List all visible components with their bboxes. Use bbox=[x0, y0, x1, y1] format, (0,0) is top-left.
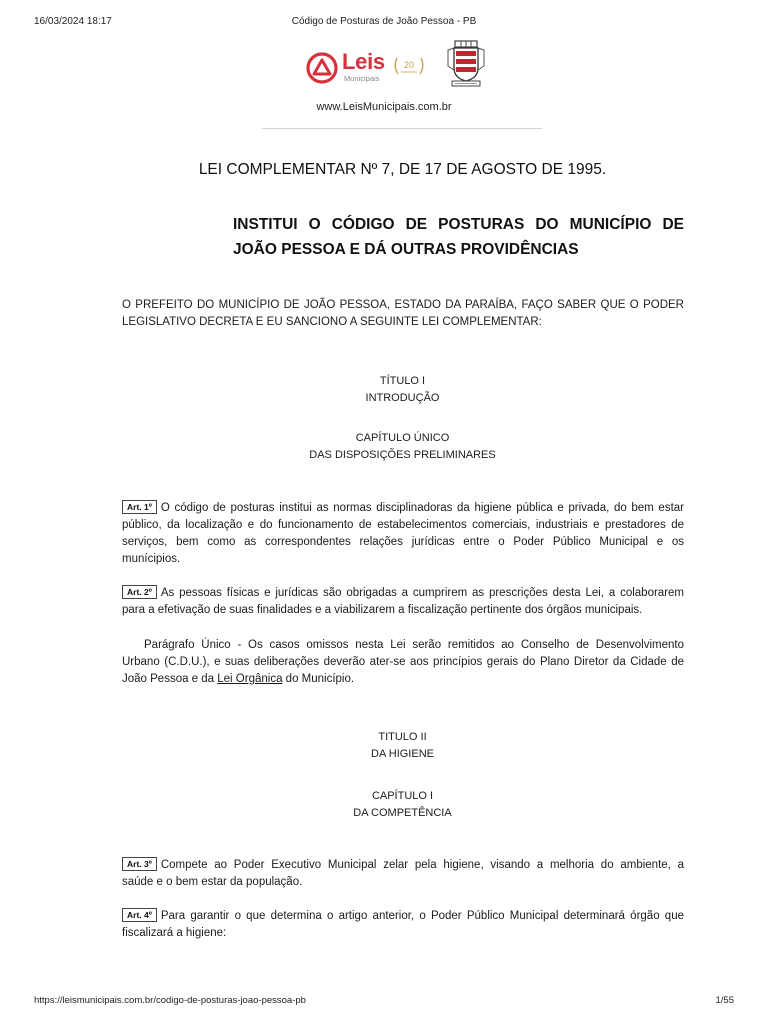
article-3 bbox=[122, 857, 684, 891]
brand-subtitle: Municipais bbox=[344, 74, 380, 83]
titulo-ii-heading bbox=[0, 729, 768, 763]
article-4 bbox=[122, 908, 684, 942]
article-2 bbox=[122, 585, 684, 619]
article-1 bbox=[122, 500, 684, 568]
article-text: fiscalizará a higiene: bbox=[122, 927, 227, 939]
paragraph-text: do Município. bbox=[282, 673, 355, 685]
print-page-title: Código de Posturas de João Pessoa - PB bbox=[291, 16, 477, 27]
article-text: público, da localização e do funcionamento de estabelecimentos comerciais, industriais e prestadores de bbox=[122, 519, 684, 531]
article-text: saúde e o bem estar da população. bbox=[122, 876, 303, 888]
article-tag-4[interactable]: Art. 4º bbox=[122, 908, 157, 922]
preamble-line: LEGISLATIVO DECRETA E EU SANCIONO A SEGUINTE LEI COMPLEMENTAR: bbox=[122, 316, 542, 328]
capitulo-label: CAPÍTULO ÚNICO bbox=[355, 432, 450, 444]
print-footer-url[interactable]: https://leismunicipais.com.br/codigo-de-posturas-joao-pessoa-pb bbox=[34, 995, 306, 1006]
municipal-coat-of-arms-icon bbox=[444, 40, 488, 88]
page-number: 1/55 bbox=[715, 995, 734, 1006]
preamble bbox=[122, 297, 684, 331]
paragraph-text: João Pessoa e da bbox=[122, 673, 218, 685]
paragraph-text: Urbano (C.D.U.), e suas deliberações deverão ater-se aos princípios gerais do Plano Diretor da Cidade de bbox=[122, 656, 684, 668]
anniversary-badge-icon bbox=[392, 54, 426, 78]
law-ementa bbox=[233, 212, 684, 262]
brand-name: Leis bbox=[342, 49, 385, 74]
article-text: serviços, bem como as correspondentes relações jurídicas entre o Poder Público Municipal e os bbox=[122, 536, 684, 548]
preamble-line: O PREFEITO DO MUNICÍPIO DE JOÃO PESSOA, ESTADO DA PARAÍBA, FAÇO SABER QUE O PODER bbox=[122, 299, 684, 311]
capitulo-i-heading bbox=[0, 788, 768, 822]
capitulo-label: CAPÍTULO I bbox=[371, 790, 434, 802]
article-text: munícipios. bbox=[122, 553, 181, 565]
ementa-line: INSTITUI O CÓDIGO DE POSTURAS DO MUNICÍPIO DE bbox=[233, 216, 684, 233]
article-text: O código de posturas institui as normas disciplinadoras da higiene pública e privada, do bem estar bbox=[160, 502, 684, 514]
article-text: Compete ao Poder Executivo Municipal zelar pela higiene, visando a melhoria do ambiente, a bbox=[160, 859, 684, 871]
print-header bbox=[0, 16, 768, 30]
logo-row bbox=[306, 40, 496, 88]
titulo-name: DA HIGIENE bbox=[371, 748, 434, 760]
site-link[interactable]: www.LeisMunicipais.com.br bbox=[316, 101, 452, 113]
lei-organica-link[interactable]: Lei Orgânica bbox=[217, 673, 283, 685]
capitulo-name: DA COMPETÊNCIA bbox=[353, 807, 452, 819]
paragrafo-unico bbox=[122, 637, 684, 688]
ementa-line: JOÃO PESSOA E DÁ OUTRAS PROVIDÊNCIAS bbox=[233, 241, 579, 258]
titulo-label: TITULO II bbox=[378, 731, 427, 743]
titulo-name: INTRODUÇÃO bbox=[365, 392, 440, 404]
capitulo-name: DAS DISPOSIÇÕES PRELIMINARES bbox=[309, 449, 496, 461]
article-text: Para garantir o que determina o artigo anterior, o Poder Público Municipal determinará órgão que bbox=[160, 910, 684, 922]
leis-municipais-logo-icon bbox=[306, 52, 338, 84]
titulo-i-heading bbox=[0, 373, 768, 407]
titulo-label: TÍTULO I bbox=[379, 375, 426, 387]
article-tag-2[interactable]: Art. 2º bbox=[122, 585, 157, 599]
article-tag-1[interactable]: Art. 1º bbox=[122, 500, 157, 514]
paragraph-text: Parágrafo Único - Os casos omissos nesta Lei serão remitidos ao Conselho de Desenvolvimento bbox=[144, 639, 684, 651]
law-title: LEI COMPLEMENTAR Nº 7, DE 17 DE AGOSTO DE 1995. bbox=[198, 161, 607, 178]
article-tag-3[interactable]: Art. 3º bbox=[122, 857, 157, 871]
anniversary-number: 20 bbox=[403, 60, 415, 70]
header-divider bbox=[262, 128, 542, 129]
capitulo-unico-heading bbox=[0, 430, 768, 464]
article-text: para a efetivação de suas finalidades e a viabilizarem a fiscalização pertinente dos órgãos municipais. bbox=[122, 604, 643, 616]
print-datetime: 16/03/2024 18:17 bbox=[34, 16, 112, 27]
article-text: As pessoas físicas e jurídicas são obrigadas a cumprirem as prescrições desta Lei, a colaborarem bbox=[160, 587, 684, 599]
